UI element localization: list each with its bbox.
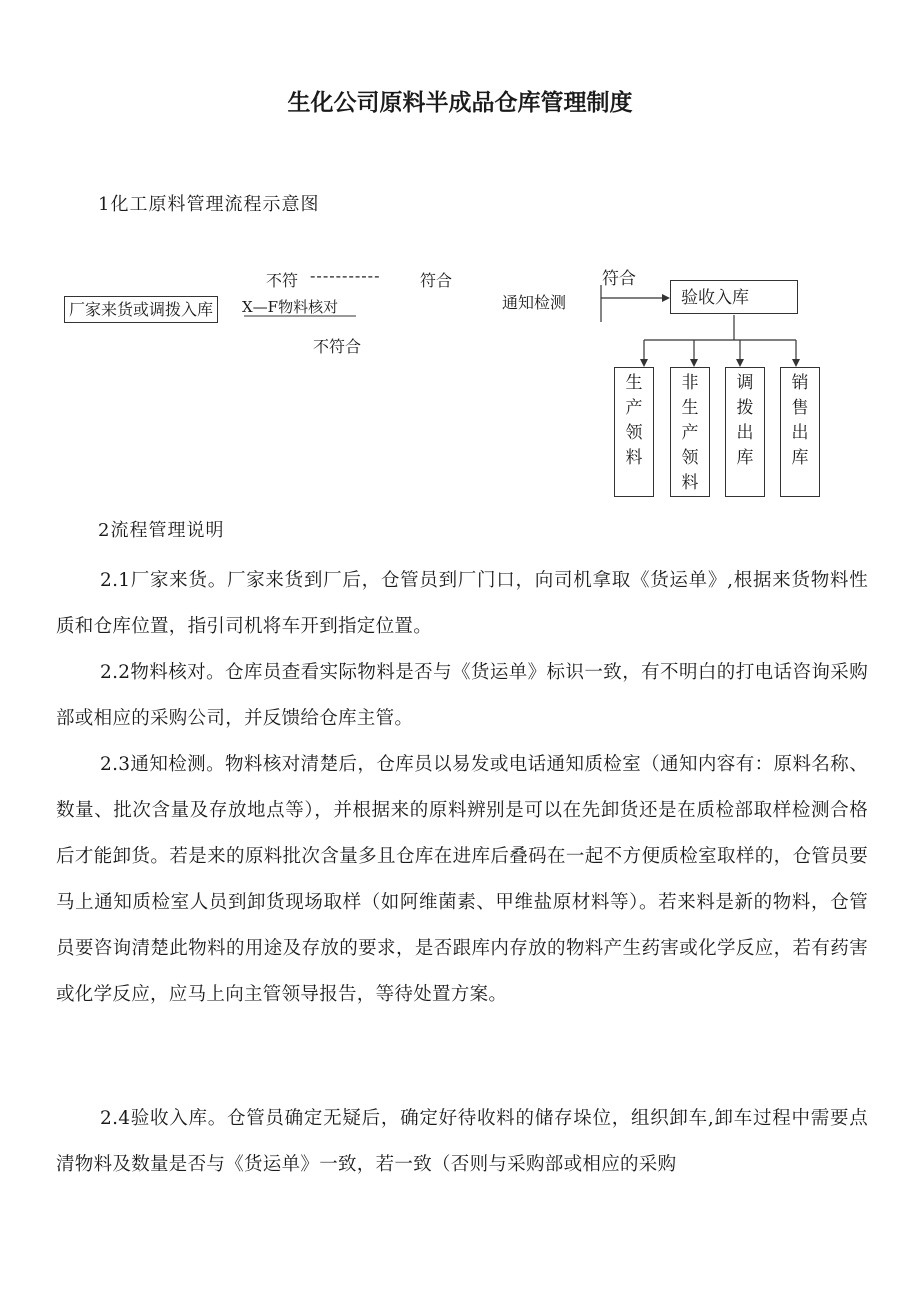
output-char: 出	[791, 423, 809, 443]
output-char: 领	[625, 423, 643, 443]
output-char: 销	[791, 373, 809, 393]
arrowhead-3	[736, 359, 744, 367]
receive-box: 验收入库	[670, 280, 798, 314]
output-char: 产	[681, 423, 699, 443]
arrowhead-1	[640, 359, 648, 367]
not-match-bottom-label: 不符合	[313, 337, 362, 356]
output-char: 料	[681, 473, 699, 493]
section-heading-process: 2流程管理说明	[98, 520, 225, 541]
output-char: 非	[681, 373, 699, 393]
arrowhead-receive	[662, 294, 670, 302]
output-box-production	[614, 367, 654, 497]
output-char: 生	[625, 373, 643, 393]
match-top-label: 符合	[420, 271, 453, 290]
check-label: X—F物料核对	[242, 298, 339, 316]
page-title: 生化公司原料半成品仓库管理制度	[287, 90, 633, 116]
source-box: 厂家来货或调拨入库	[64, 296, 218, 323]
output-char: 库	[791, 448, 809, 468]
dashed-connector: -----------	[310, 266, 381, 285]
output-box-transfer-out	[725, 367, 765, 497]
arrowhead-2	[690, 359, 698, 367]
output-char: 调	[736, 373, 754, 393]
output-char: 料	[625, 448, 643, 468]
output-box-sales-out	[780, 367, 820, 497]
paragraph-2-3: 2.3通知检测。物料核对清楚后，仓库员以易发或电话通知质检室（通知内容有：原料名称、数量、批次含量及存放地点等），并根据来的原料辨别是可以在先卸货还是在质检部取样检测合格后才能卸货。若是来的原料批次含量多且仓库在进库后叠码在一起不方便质检室取样的，仓管员要马上通知质检室人员到卸货现场取样（如阿维菌素、甲维盐原材料等）。若来料是新的物料，仓管员要咨询清楚此物料的用途及存放的要求，是否跟库内存放的物料产生药害或化学反应，若有药害或化学反应，应马上向主管领导报告，等待处置方案。	[56, 754, 868, 1005]
paragraph-2-4: 2.4验收入库。仓管员确定无疑后，确定好待收料的储存垛位，组织卸车,卸车过程中需要点清物料及数量是否与《货运单》一致，若一致（否则与采购部或相应的采购	[56, 1108, 868, 1175]
match-right-label: 符合	[602, 269, 636, 289]
paragraph-2-2: 2.2物料核对。仓库员查看实际物料是否与《货运单》标识一致，有不明白的打电话咨询采购部或相应的采购公司，并反馈给仓库主管。	[56, 662, 868, 729]
output-char: 出	[736, 423, 754, 443]
output-char: 领	[681, 448, 699, 468]
output-char: 生	[681, 398, 699, 418]
not-match-top-label: 不符	[266, 271, 299, 290]
section-heading-flowchart: 1化工原料管理流程示意图	[98, 194, 320, 215]
paragraph-2-1: 2.1厂家来货。厂家来货到厂后，仓管员到厂门口，向司机拿取《货运单》,根据来货物料性质和仓库位置，指引司机将车开到指定位置。	[56, 570, 868, 637]
output-char: 售	[791, 398, 809, 418]
output-char: 库	[736, 448, 754, 468]
output-box-non-production	[670, 367, 710, 497]
output-char: 拨	[736, 398, 754, 418]
arrowhead-4	[792, 359, 800, 367]
notify-label: 通知检测	[502, 293, 567, 312]
output-char: 产	[625, 398, 643, 418]
